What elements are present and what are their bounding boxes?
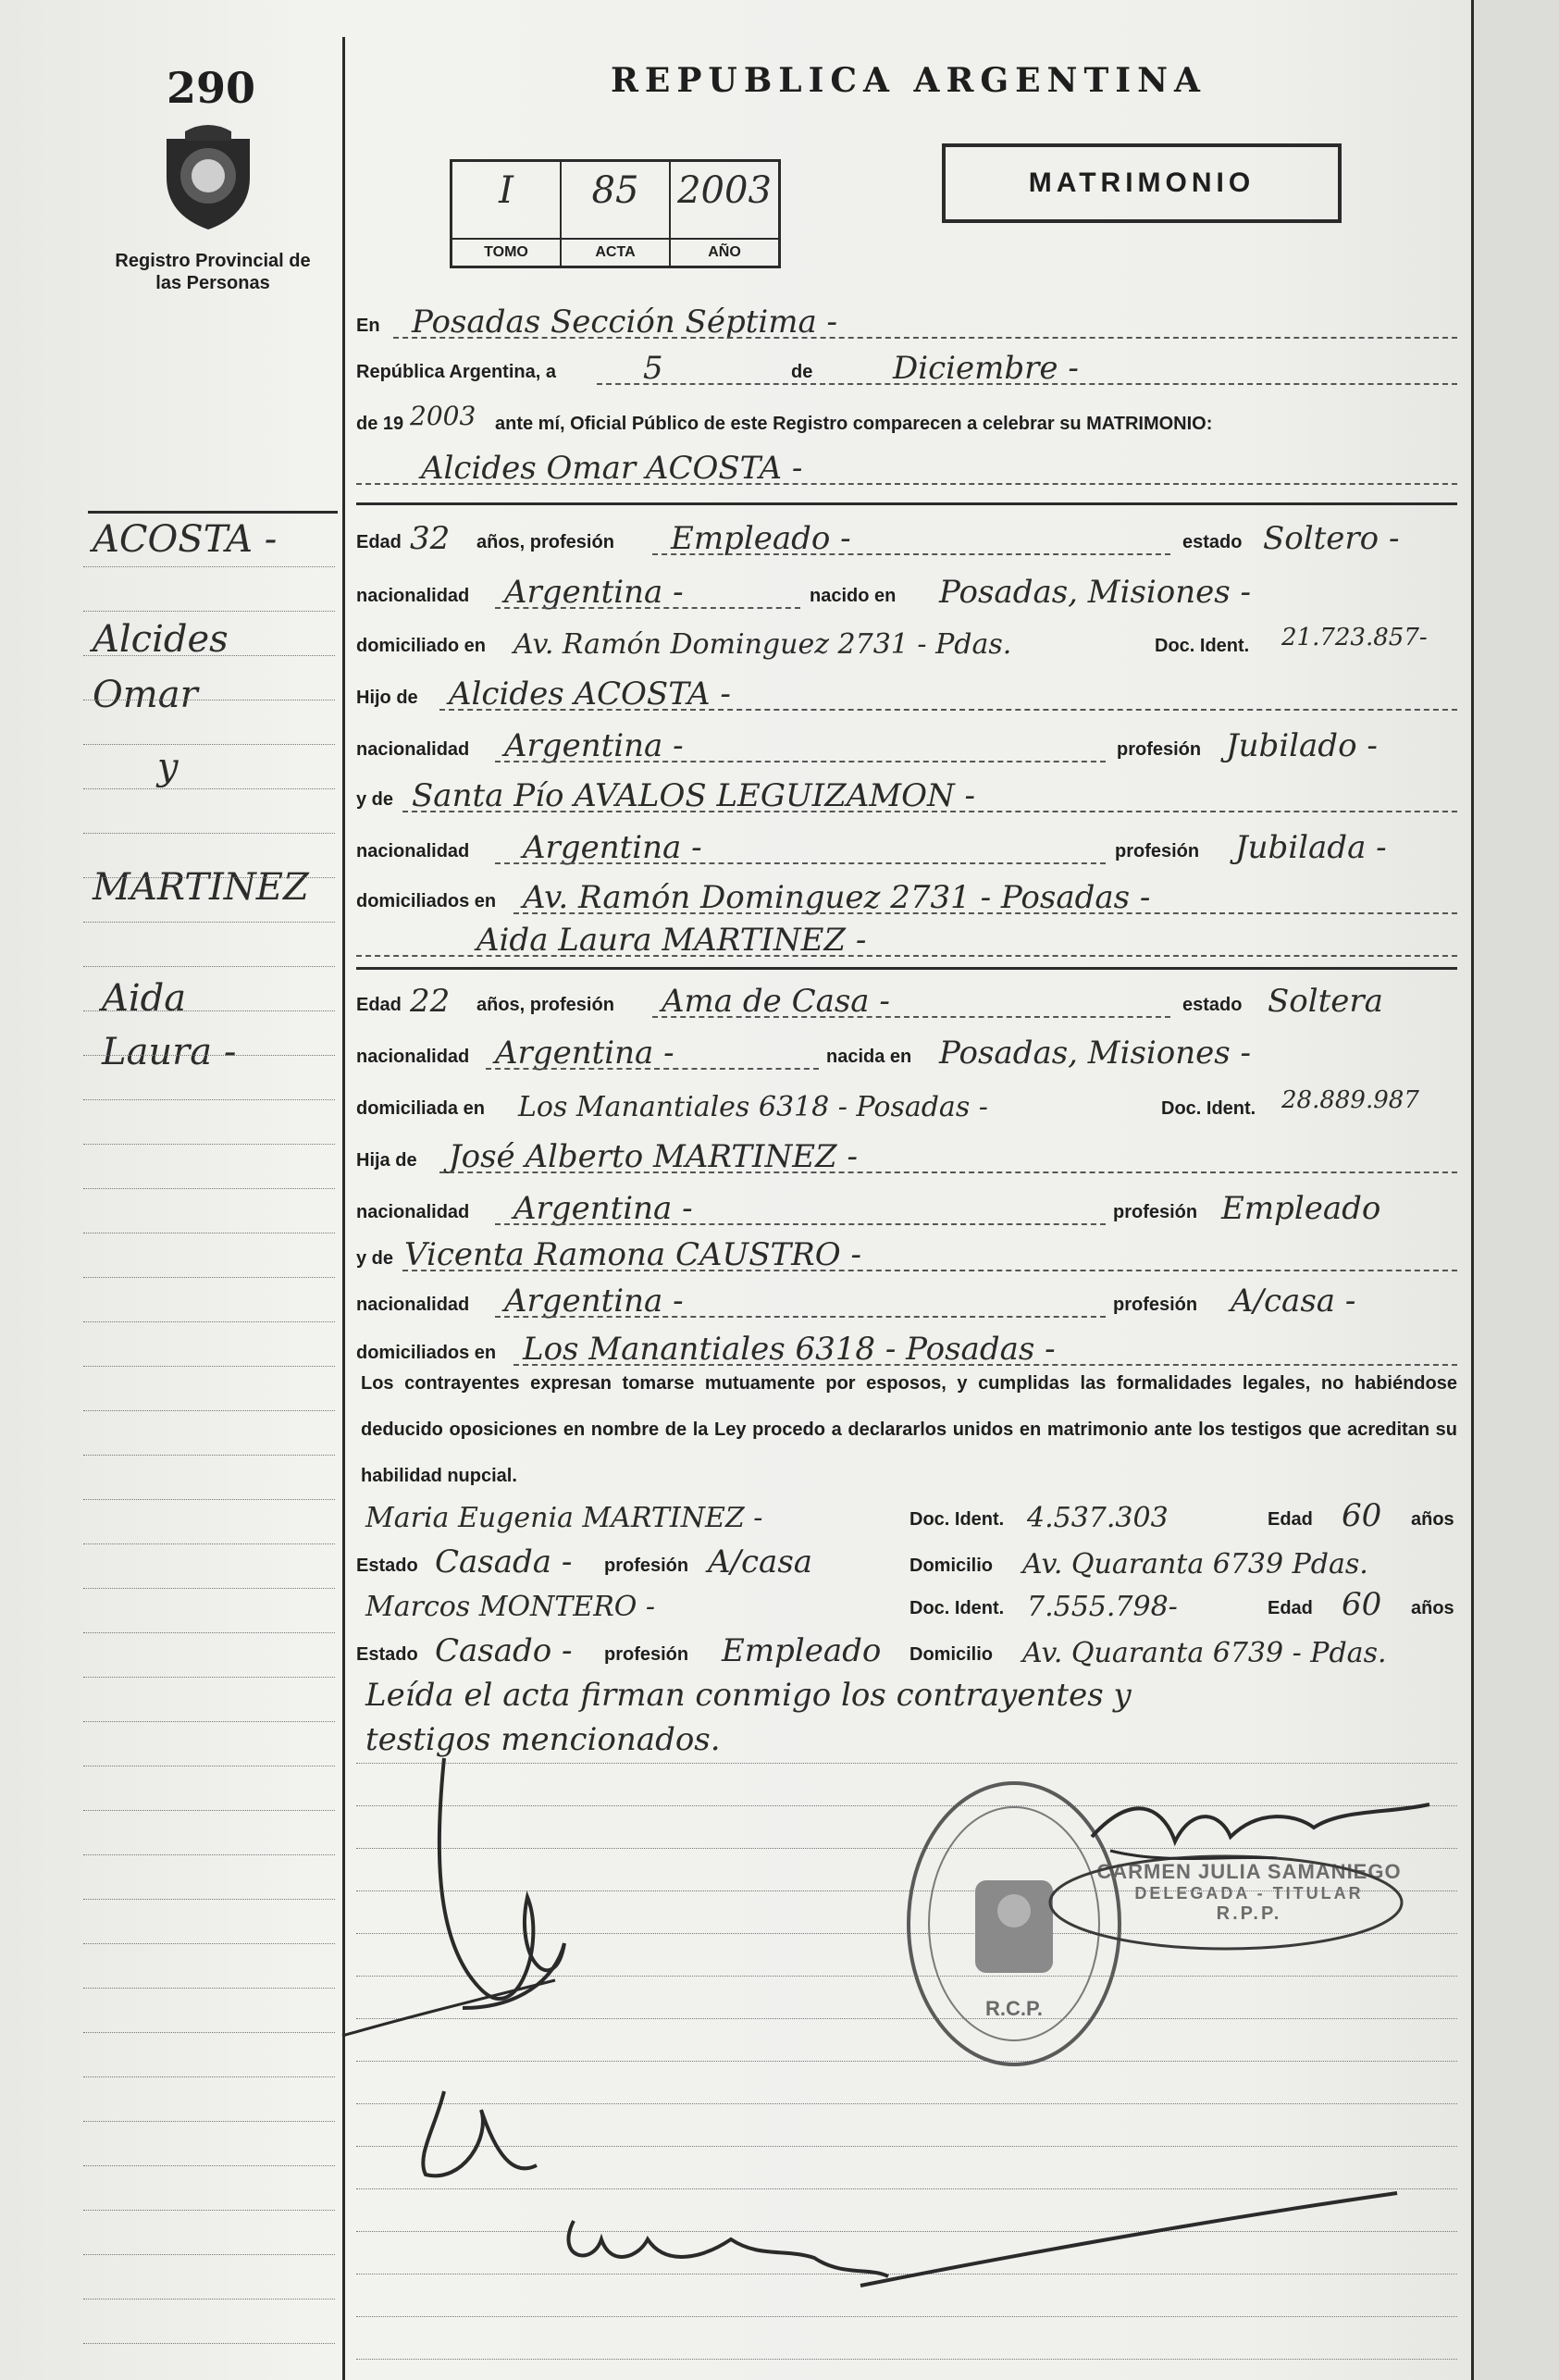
margin-ruled-line xyxy=(83,1277,335,1278)
groom-birthplace: Posadas, Misiones - xyxy=(939,574,1252,611)
bride-profession: Ama de Casa - xyxy=(662,983,890,1020)
margin-ruled-line xyxy=(83,1188,335,1189)
bride-mother-nationality: Argentina - xyxy=(504,1283,684,1320)
groom-father-nationality: Argentina - xyxy=(504,727,684,764)
margin-ruled-line xyxy=(83,2165,335,2166)
margin-ruled-line xyxy=(83,1899,335,1900)
tomo-label: TOMO xyxy=(452,238,560,266)
main-ruled-line xyxy=(356,2188,1457,2189)
groom-mother-row: y de Santa Pío AVALOS LEGUIZAMON - xyxy=(356,775,1462,818)
groom-profession: Empleado - xyxy=(671,520,851,557)
anio-label: AÑO xyxy=(671,238,778,266)
margin-ruled-line xyxy=(83,1632,335,1633)
main-ruled-line xyxy=(356,2274,1457,2275)
bride-father-nationality: Argentina - xyxy=(513,1190,693,1227)
anio-cell xyxy=(671,162,778,266)
section-separator xyxy=(356,502,1457,505)
margin-ruled-line xyxy=(83,877,335,878)
margin-note-surname: ACOSTA - xyxy=(93,518,278,561)
margin-ruled-line xyxy=(83,2343,335,2344)
witness-2-civil-status: Casado - xyxy=(435,1632,573,1669)
groom-mother-profession: Jubilada - xyxy=(1235,829,1387,866)
groom-doc: 21.723.857- xyxy=(1281,624,1428,651)
margin-ruled-line xyxy=(83,2210,335,2211)
officer-title: DELEGADA - TITULAR xyxy=(1134,1884,1364,1903)
page-edge xyxy=(1471,0,1559,2380)
place-value: Posadas Sección Séptima - xyxy=(412,304,838,341)
main-ruled-line xyxy=(356,2146,1457,2147)
margin-ruled-line xyxy=(83,922,335,923)
bride-birthplace: Posadas, Misiones - xyxy=(939,1035,1252,1072)
witness-2-detail-row: Estado Casado - profesión Empleado Domicilio Av. Quaranta 6739 - Pdas. xyxy=(356,1632,1387,1669)
date-row xyxy=(356,348,1462,390)
margin-note-bride-surname: MARTINEZ xyxy=(93,866,309,909)
officer-office: R.P.P. xyxy=(1216,1903,1282,1924)
label-republica: República Argentina, a xyxy=(356,362,556,382)
witness-1-row: Maria Eugenia MARTINEZ - Doc. Ident. 4.537.303 Edad 60 años xyxy=(365,1497,1454,1534)
bride-address: Los Manantiales 6318 - Posadas - xyxy=(518,1091,988,1123)
margin-ruled-line xyxy=(83,1144,335,1145)
margin-ruled-line xyxy=(83,1499,335,1500)
witness-1-profession: A/casa xyxy=(708,1543,813,1580)
bride-nationality: Argentina - xyxy=(495,1035,674,1072)
margin-ruled-line xyxy=(83,1455,335,1456)
bride-age-row: Edad 22 años, profesión Ama de Casa - estado Soltera xyxy=(356,983,1383,1020)
margin-ruled-line xyxy=(83,2254,335,2255)
declaration-text: Los contrayentes expresan tomarse mutuamente por esposos, y cumplidas las formalidades legales, no habiéndose deducido oposiciones en nombre de la Ley procedo a declararlos unidos en matrimonio ante los testigos que acreditan su habilidad nupcial. xyxy=(361,1373,1457,1486)
margin-note-first-name: Alcides xyxy=(93,618,229,661)
svg-text:R.C.P.: R.C.P. xyxy=(985,1997,1043,2020)
provincial-crest-icon xyxy=(157,122,259,233)
margin-ruled-line xyxy=(83,611,335,612)
page-number: 290 xyxy=(167,63,256,113)
groom-father-profession: Jubilado - xyxy=(1226,727,1378,764)
bride-father: José Alberto MARTINEZ - xyxy=(449,1138,858,1175)
bride-address-row: domiciliada en Los Manantiales 6318 - Posadas - Doc. Ident. 28.889.987 xyxy=(356,1086,1419,1123)
groom-name: Alcides Omar ACOSTA - xyxy=(421,450,803,487)
groom-father-row: Hijo de Alcides ACOSTA - xyxy=(356,674,1462,716)
month-value: Diciembre - xyxy=(893,350,1079,387)
margin-note-middle-name: Omar xyxy=(93,674,198,716)
margin-ruled-line xyxy=(83,1588,335,1589)
main-ruled-line xyxy=(356,2359,1457,2360)
year-value: 2003 xyxy=(410,401,476,431)
witness-1-address: Av. Quaranta 6739 Pdas. xyxy=(1022,1548,1368,1580)
acta-label: ACTA xyxy=(562,238,669,266)
groom-parents-address-row: domiciliados en Av. Ramón Dominguez 2731 - Posadas - xyxy=(356,877,1462,920)
registry-name: Registro Provincial de las Personas xyxy=(115,251,311,293)
groom-address-row: domiciliado en Av. Ramón Dominguez 2731 - Pdas. Doc. Ident. 21.723.857- xyxy=(356,624,1428,661)
witness-2-profession: Empleado xyxy=(722,1632,882,1669)
bride-mother-row: y de Vicenta Ramona CAUSTRO - xyxy=(356,1234,1462,1277)
groom-nationality-row: nacionalidad Argentina - nacido en Posadas, Misiones - xyxy=(356,574,1252,611)
main-ruled-line xyxy=(356,2231,1457,2232)
bride-father-nat-row: nacionalidad Argentina - profesión Empleado xyxy=(356,1190,1381,1227)
acta-cell xyxy=(562,162,671,266)
margin-ruled-line xyxy=(83,1321,335,1322)
margin-ruled-line xyxy=(83,2076,335,2077)
bride-doc: 28.889.987 xyxy=(1281,1086,1419,1114)
country-title: REPUBLICA ARGENTINA xyxy=(611,61,1206,100)
margin-ruled-line xyxy=(83,1810,335,1811)
margin-ruled-line xyxy=(83,1988,335,1989)
day-value: 5 xyxy=(643,350,663,387)
label-en: En xyxy=(356,316,380,336)
bride-name-row xyxy=(356,920,1462,962)
margin-ruled-line xyxy=(83,1010,335,1011)
margin-ruled-line xyxy=(83,1943,335,1944)
main-ruled-line xyxy=(356,1763,1457,1764)
main-ruled-line xyxy=(356,2316,1457,2317)
margin-ruled-line xyxy=(83,1099,335,1100)
witness-2-name: Marcos MONTERO - xyxy=(365,1591,656,1623)
witness-2-age: 60 xyxy=(1342,1586,1382,1623)
anio-value: 2003 xyxy=(677,169,772,212)
witness-2-doc: 7.555.798- xyxy=(1027,1591,1178,1623)
witness-1-detail-row: Estado Casada - profesión A/casa Domicilio Av. Quaranta 6739 Pdas. xyxy=(356,1543,1368,1580)
margin-ruled-line xyxy=(83,966,335,967)
closing-note-line-2: testigos mencionados. xyxy=(365,1721,721,1758)
record-type-box: MATRIMONIO xyxy=(942,143,1342,223)
groom-name-row xyxy=(356,448,1462,490)
bride-mother-nat-row: nacionalidad Argentina - profesión A/casa - xyxy=(356,1283,1356,1320)
groom-parents-address: Av. Ramón Dominguez 2731 - Posadas - xyxy=(523,879,1151,916)
witness-1-age: 60 xyxy=(1342,1497,1382,1534)
margin-ruled-line xyxy=(83,1055,335,1056)
groom-nationality: Argentina - xyxy=(504,574,684,611)
margin-ruled-line xyxy=(83,2121,335,2122)
bride-nationality-row: nacionalidad Argentina - nacida en Posadas, Misiones - xyxy=(356,1035,1252,1072)
margin-note-y: y xyxy=(157,746,179,788)
year-row xyxy=(356,400,1462,442)
margin-ruled-line xyxy=(83,1366,335,1367)
acta-value: 85 xyxy=(591,169,639,212)
bride-parents-address: Los Manantiales 6318 - Posadas - xyxy=(523,1331,1056,1368)
bride-age: 22 xyxy=(410,983,451,1020)
margin-ruled-line xyxy=(83,2032,335,2033)
margin-ruled-line xyxy=(83,655,335,656)
groom-father: Alcides ACOSTA - xyxy=(449,676,731,713)
officer-stamp xyxy=(1083,1860,1416,1925)
margin-ruled-line xyxy=(83,1677,335,1678)
place-row xyxy=(356,302,1462,344)
margin-rule xyxy=(88,511,338,514)
tomo-cell xyxy=(452,162,562,266)
witness-1-name: Maria Eugenia MARTINEZ - xyxy=(365,1502,763,1534)
officer-name: CARMEN JULIA SAMANIEGO xyxy=(1096,1860,1402,1883)
witness-1-civil-status: Casada - xyxy=(435,1543,573,1580)
tomo-value: I xyxy=(499,169,513,212)
groom-civil-status: Soltero - xyxy=(1263,520,1400,557)
margin-ruled-line xyxy=(83,1854,335,1855)
groom-father-nat-row: nacionalidad Argentina - profesión Jubilado - xyxy=(356,727,1378,764)
margin-ruled-line xyxy=(83,566,335,567)
label-ante: ante mí, Oficial Público de este Registro comparecen a celebrar su MATRIMONIO: xyxy=(495,414,1213,434)
bride-parents-address-row: domiciliados en Los Manantiales 6318 - Posadas - xyxy=(356,1329,1462,1371)
bride-mother-profession: A/casa - xyxy=(1231,1283,1356,1320)
groom-mother-nat-row: nacionalidad Argentina - profesión Jubilada - xyxy=(356,829,1387,866)
main-ruled-line xyxy=(356,2103,1457,2104)
margin-divider xyxy=(342,37,345,2380)
margin-ruled-line xyxy=(83,833,335,834)
tomo-acta-anio-box xyxy=(450,159,781,268)
margin-ruled-line xyxy=(83,1410,335,1411)
bride-father-row: Hija de José Alberto MARTINEZ - xyxy=(356,1136,1462,1179)
witness-1-doc: 4.537.303 xyxy=(1027,1502,1169,1534)
margin-note-bride-middle: Laura - xyxy=(102,1031,237,1073)
label-de-19: de 19 xyxy=(356,414,404,434)
margin-ruled-line xyxy=(83,1543,335,1544)
bride-civil-status: Soltera xyxy=(1268,983,1383,1020)
groom-age: 32 xyxy=(410,520,451,557)
witness-2-address: Av. Quaranta 6739 - Pdas. xyxy=(1022,1637,1387,1669)
margin-ruled-line xyxy=(83,1721,335,1722)
margin-ruled-line xyxy=(83,744,335,745)
bride-father-profession: Empleado xyxy=(1221,1190,1381,1227)
groom-mother-nationality: Argentina - xyxy=(523,829,702,866)
margin-note-bride-first: Aida xyxy=(102,977,187,1020)
groom-mother: Santa Pío AVALOS LEGUIZAMON - xyxy=(412,777,975,814)
section-separator-2 xyxy=(356,967,1457,970)
bride-name: Aida Laura MARTINEZ - xyxy=(476,922,867,959)
margin-ruled-line xyxy=(83,788,335,789)
groom-address: Av. Ramón Dominguez 2731 - Pdas. xyxy=(513,628,1012,661)
label-de: de xyxy=(791,362,813,382)
bride-mother: Vicenta Ramona CAUSTRO - xyxy=(404,1236,861,1273)
groom-age-row: Edad 32 años, profesión Empleado - estado Soltero - xyxy=(356,520,1400,557)
closing-note-line-1: Leída el acta firman conmigo los contrayentes y xyxy=(365,1677,1132,1714)
witness-2-row: Marcos MONTERO - Doc. Ident. 7.555.798- Edad 60 años xyxy=(365,1586,1454,1623)
